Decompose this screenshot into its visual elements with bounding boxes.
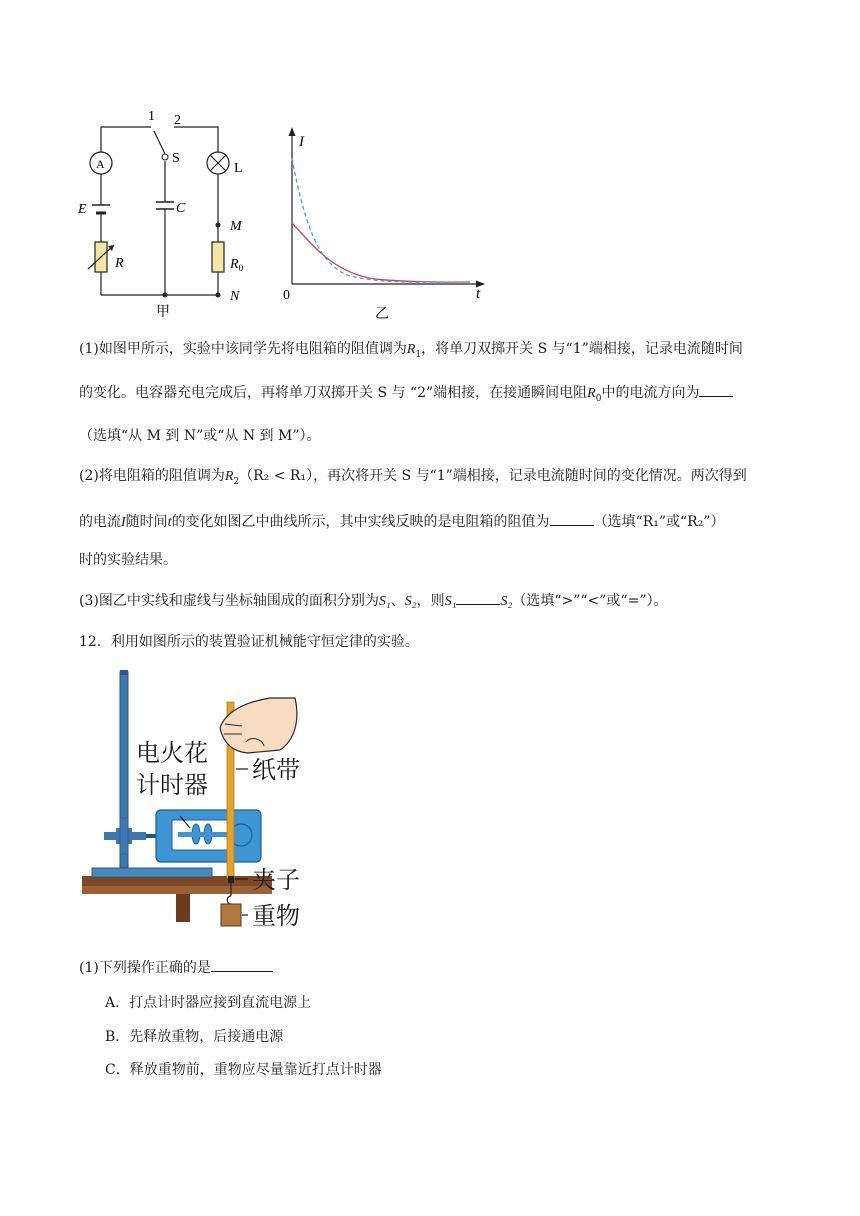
clip-label: 夹子 bbox=[252, 868, 300, 894]
question-12-title: 12．利用如图所示的装置验证机械能守恒定律的实验。 bbox=[79, 634, 419, 650]
option-b[interactable]: B．先释放重物，后接通电源 bbox=[105, 1029, 284, 1045]
answer-blank-1[interactable] bbox=[699, 382, 733, 397]
terminal-1-label: 1 bbox=[148, 109, 155, 124]
weight-icon bbox=[221, 904, 241, 926]
terminal-2-label: 2 bbox=[174, 113, 181, 128]
weight-label: 重物 bbox=[252, 904, 300, 930]
current-time-graph bbox=[275, 118, 505, 328]
y-axis-arrow bbox=[289, 127, 296, 136]
figure-jia-caption: 甲 bbox=[156, 305, 170, 320]
lamp-label: L bbox=[234, 161, 243, 176]
timer-label-line1: 电火花 bbox=[136, 741, 208, 767]
question-1-line2: 的变化。电容器充电完成后，再将单刀双掷开关 S 与 “2”端相接，在接通瞬间电阻$R_0$中的电流方向为 bbox=[79, 382, 785, 410]
question-1-line3: （选填“从 M 到 N”或“从 N 到 M”）。 bbox=[79, 428, 321, 444]
question-12-1-text: (1)下列操作正确的是 bbox=[79, 957, 785, 979]
battery-label: E bbox=[78, 202, 87, 217]
rheostat-icon bbox=[88, 242, 114, 272]
y-axis-label: I bbox=[299, 134, 304, 150]
solid-curve bbox=[292, 223, 470, 282]
battery-icon bbox=[92, 205, 110, 213]
question-2-line3: 时的实验结果。 bbox=[79, 552, 177, 568]
x-axis-label: t bbox=[476, 286, 481, 302]
option-c[interactable]: C．释放重物前，重物应尽量靠近打点计时器 bbox=[105, 1062, 382, 1078]
lamp-icon bbox=[207, 152, 229, 174]
ammeter-label: A bbox=[96, 157, 105, 171]
resistor-r0-icon bbox=[212, 242, 224, 272]
figure-yi-caption: 乙 bbox=[375, 307, 389, 322]
answer-blank-2[interactable] bbox=[550, 511, 594, 526]
point-m-label: M bbox=[230, 219, 242, 234]
tape-label: 纸带 bbox=[252, 758, 300, 784]
question-1-text: (1)如图甲所示，实验中该同学先将电阻箱的阻值调为$R_1$，将单刀双掷开关 S 与“1”端相接，记录电流随时间 bbox=[79, 341, 743, 360]
switch-label: S bbox=[172, 151, 180, 166]
answer-blank-3[interactable] bbox=[456, 590, 500, 605]
point-n-label: N bbox=[230, 289, 240, 304]
circuit-diagram bbox=[70, 105, 270, 320]
timer-label-line2: 计时器 bbox=[136, 773, 208, 799]
resistor-r0-label: $R_0$ bbox=[230, 257, 244, 273]
question-3-text: (3)图乙中实线和虚线与坐标轴围成的面积分别为S₁、S₂，则S₁ S₂（选填“>”“<”或“=”）。 bbox=[79, 590, 785, 613]
origin-label: 0 bbox=[283, 288, 290, 303]
question-2-text: (2)将电阻箱的阻值调为$R_2(R_2 < R_1)$，再次将开关 S 与“1”端相接，记录电流随时间的变化情况。两次得到 bbox=[79, 468, 747, 487]
free-fall-apparatus bbox=[80, 668, 320, 938]
answer-blank-4[interactable] bbox=[211, 957, 273, 972]
rheostat-label: R bbox=[115, 256, 124, 271]
capacitor-label: C bbox=[176, 201, 186, 216]
question-2-line2: 的电流I随时间t的变化如图乙中曲线所示，其中实线反映的是电阻箱的阻值为 （选填“R₁”或“R₂”） bbox=[79, 511, 785, 534]
option-a[interactable]: A．打点计时器应接到直流电源上 bbox=[105, 995, 312, 1011]
capacitor-icon bbox=[156, 202, 174, 209]
dashed-curve bbox=[292, 158, 470, 282]
